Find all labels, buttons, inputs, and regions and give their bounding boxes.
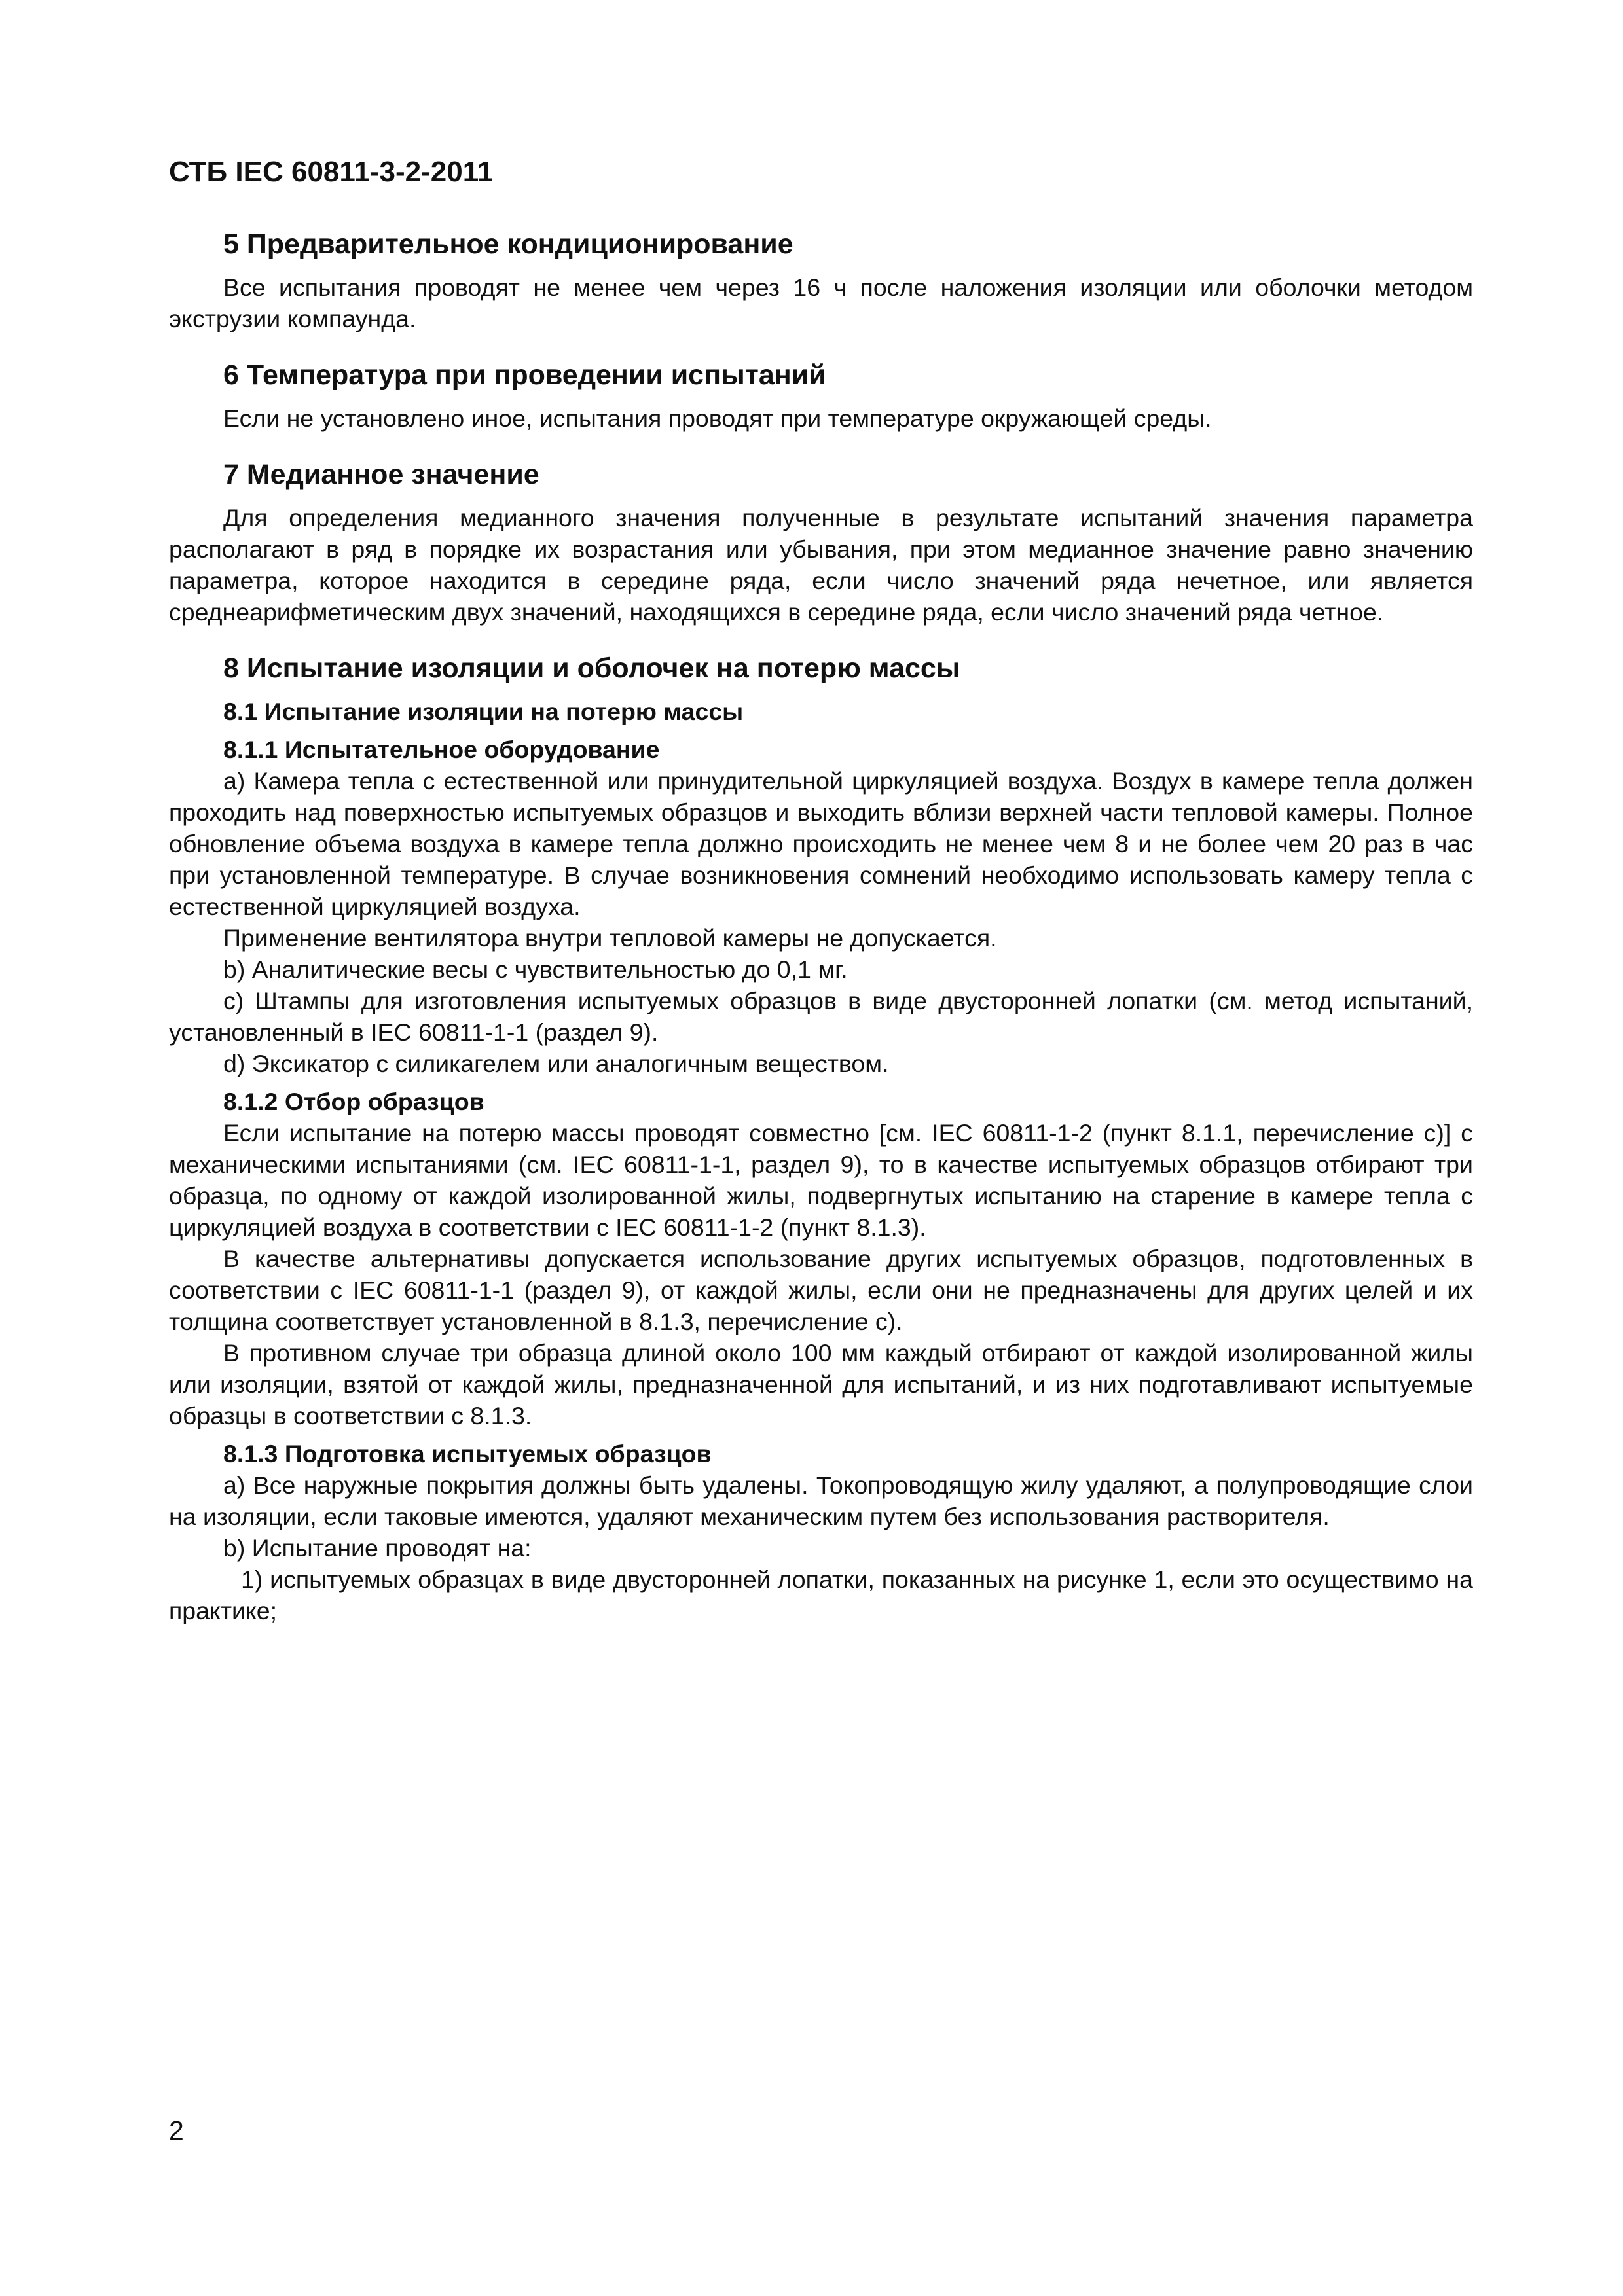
section-6-paragraph: Если не установлено иное, испытания проводят при температуре окружающей среды. (223, 404, 1212, 432)
section-8-1-2-title: 8.1.2 Отбор образцов (223, 1088, 484, 1115)
list-item-d-desiccator: d) Эксикатор с силикагелем или аналогичным веществом. (223, 1050, 889, 1077)
section-8-1-1-title: 8.1.1 Испытательное оборудование (223, 736, 660, 763)
page-number: 2 (169, 2115, 184, 2145)
section-5-paragraph: Все испытания проводят не менее чем через 16 ч после наложения изоляции или оболочки методом экструзии компаунда. (169, 274, 1473, 332)
document-body (169, 226, 1473, 1626)
list-item-c-dies: c) Штампы для изготовления испытуемых образцов в виде двусторонней лопатки (см. метод испытаний, установленный в IEC 60811-1-1 (раздел 9). (169, 987, 1473, 1046)
list-item-a-coverings: a) Все наружные покрытия должны быть удалены. Токопроводящую жилу удаляют, а полупроводящие слои на изоляции, если таковые имеются, удаляют механическим путем без использования растворителя. (169, 1471, 1473, 1530)
section-8-1-3-title: 8.1.3 Подготовка испытуемых образцов (223, 1440, 712, 1467)
section-8-1-2-paragraph-3: В противном случае три образца длиной около 100 мм каждый отбирают от каждой изолированной жилы или изоляции, взятой от каждой жилы, предназначенной для испытаний, и из них подготавливают испытуемые образцы в соответствии с 8.1.3. (169, 1339, 1473, 1429)
document-code-header: СТБ IEC 60811-3-2-2011 (169, 156, 494, 188)
list-item-a-note: Применение вентилятора внутри тепловой камеры не допускается. (223, 924, 997, 952)
section-7-title: 7 Медианное значение (223, 459, 539, 490)
section-8-title: 8 Испытание изоляции и оболочек на потерю массы (223, 653, 960, 684)
list-item-b-test: b) Испытание проводят на: (223, 1534, 532, 1562)
list-item-b-scales: b) Аналитические весы с чувствительностью до 0,1 мг. (223, 956, 848, 983)
section-8-1-2-paragraph-1: Если испытание на потерю массы проводят совместно [см. IEC 60811-1-2 (пункт 8.1.1, перечисление с)] с механическими испытаниями (см. IEC 60811-1-1, раздел 9), то в качестве испытуемых образцов отбирают три образца, по одному от каждой изолированной жилы, подвергнутых испытанию на старение в камере тепла с циркуляцией воздуха в соответствии с IEC 60811-1-2 (пункт 8.1.3). (169, 1119, 1473, 1241)
list-item-b1-dumbbell: 1) испытуемых образцах в виде двусторонней лопатки, показанных на рисунке 1, если это осуществимо на практике; (169, 1566, 1473, 1624)
section-7-paragraph: Для определения медианного значения полученные в результате испытаний значения параметра располагают в ряд в порядке их возрастания или убывания, при этом медианное значение равно значению параметра, которое находится в середине ряда, если число значений ряда нечетное, или является среднеарифметическим двух значений, находящихся в середине ряда, если число значений ряда четное. (169, 504, 1473, 626)
section-8-1-title: 8.1 Испытание изоляции на потерю массы (223, 698, 744, 725)
section-8-1-2-paragraph-2: В качестве альтернативы допускается использование других испытуемых образцов, подготовленных в соответствии с IEC 60811-1-1 (раздел 9), от каждой жилы, если они не предназначены для других целей и их толщина соответствует установленной в 8.1.3, перечисление с). (169, 1245, 1473, 1335)
list-item-a-chamber: a) Камера тепла с естественной или принудительной циркуляцией воздуха. Воздух в камере тепла должен проходить над поверхностью испытуемых образцов и выходить вблизи верхней части тепловой камеры. Полное обновление объема воздуха в камере тепла должно происходить не менее чем 8 и не более чем 20 раз в час при установленной температуре. В случае возникновения сомнений необходимо использовать камеру тепла с естественной циркуляцией воздуха. (169, 767, 1473, 920)
section-6-title: 6 Температура при проведении испытаний (223, 359, 826, 391)
section-5-title: 5 Предварительное кондиционирование (223, 228, 793, 260)
